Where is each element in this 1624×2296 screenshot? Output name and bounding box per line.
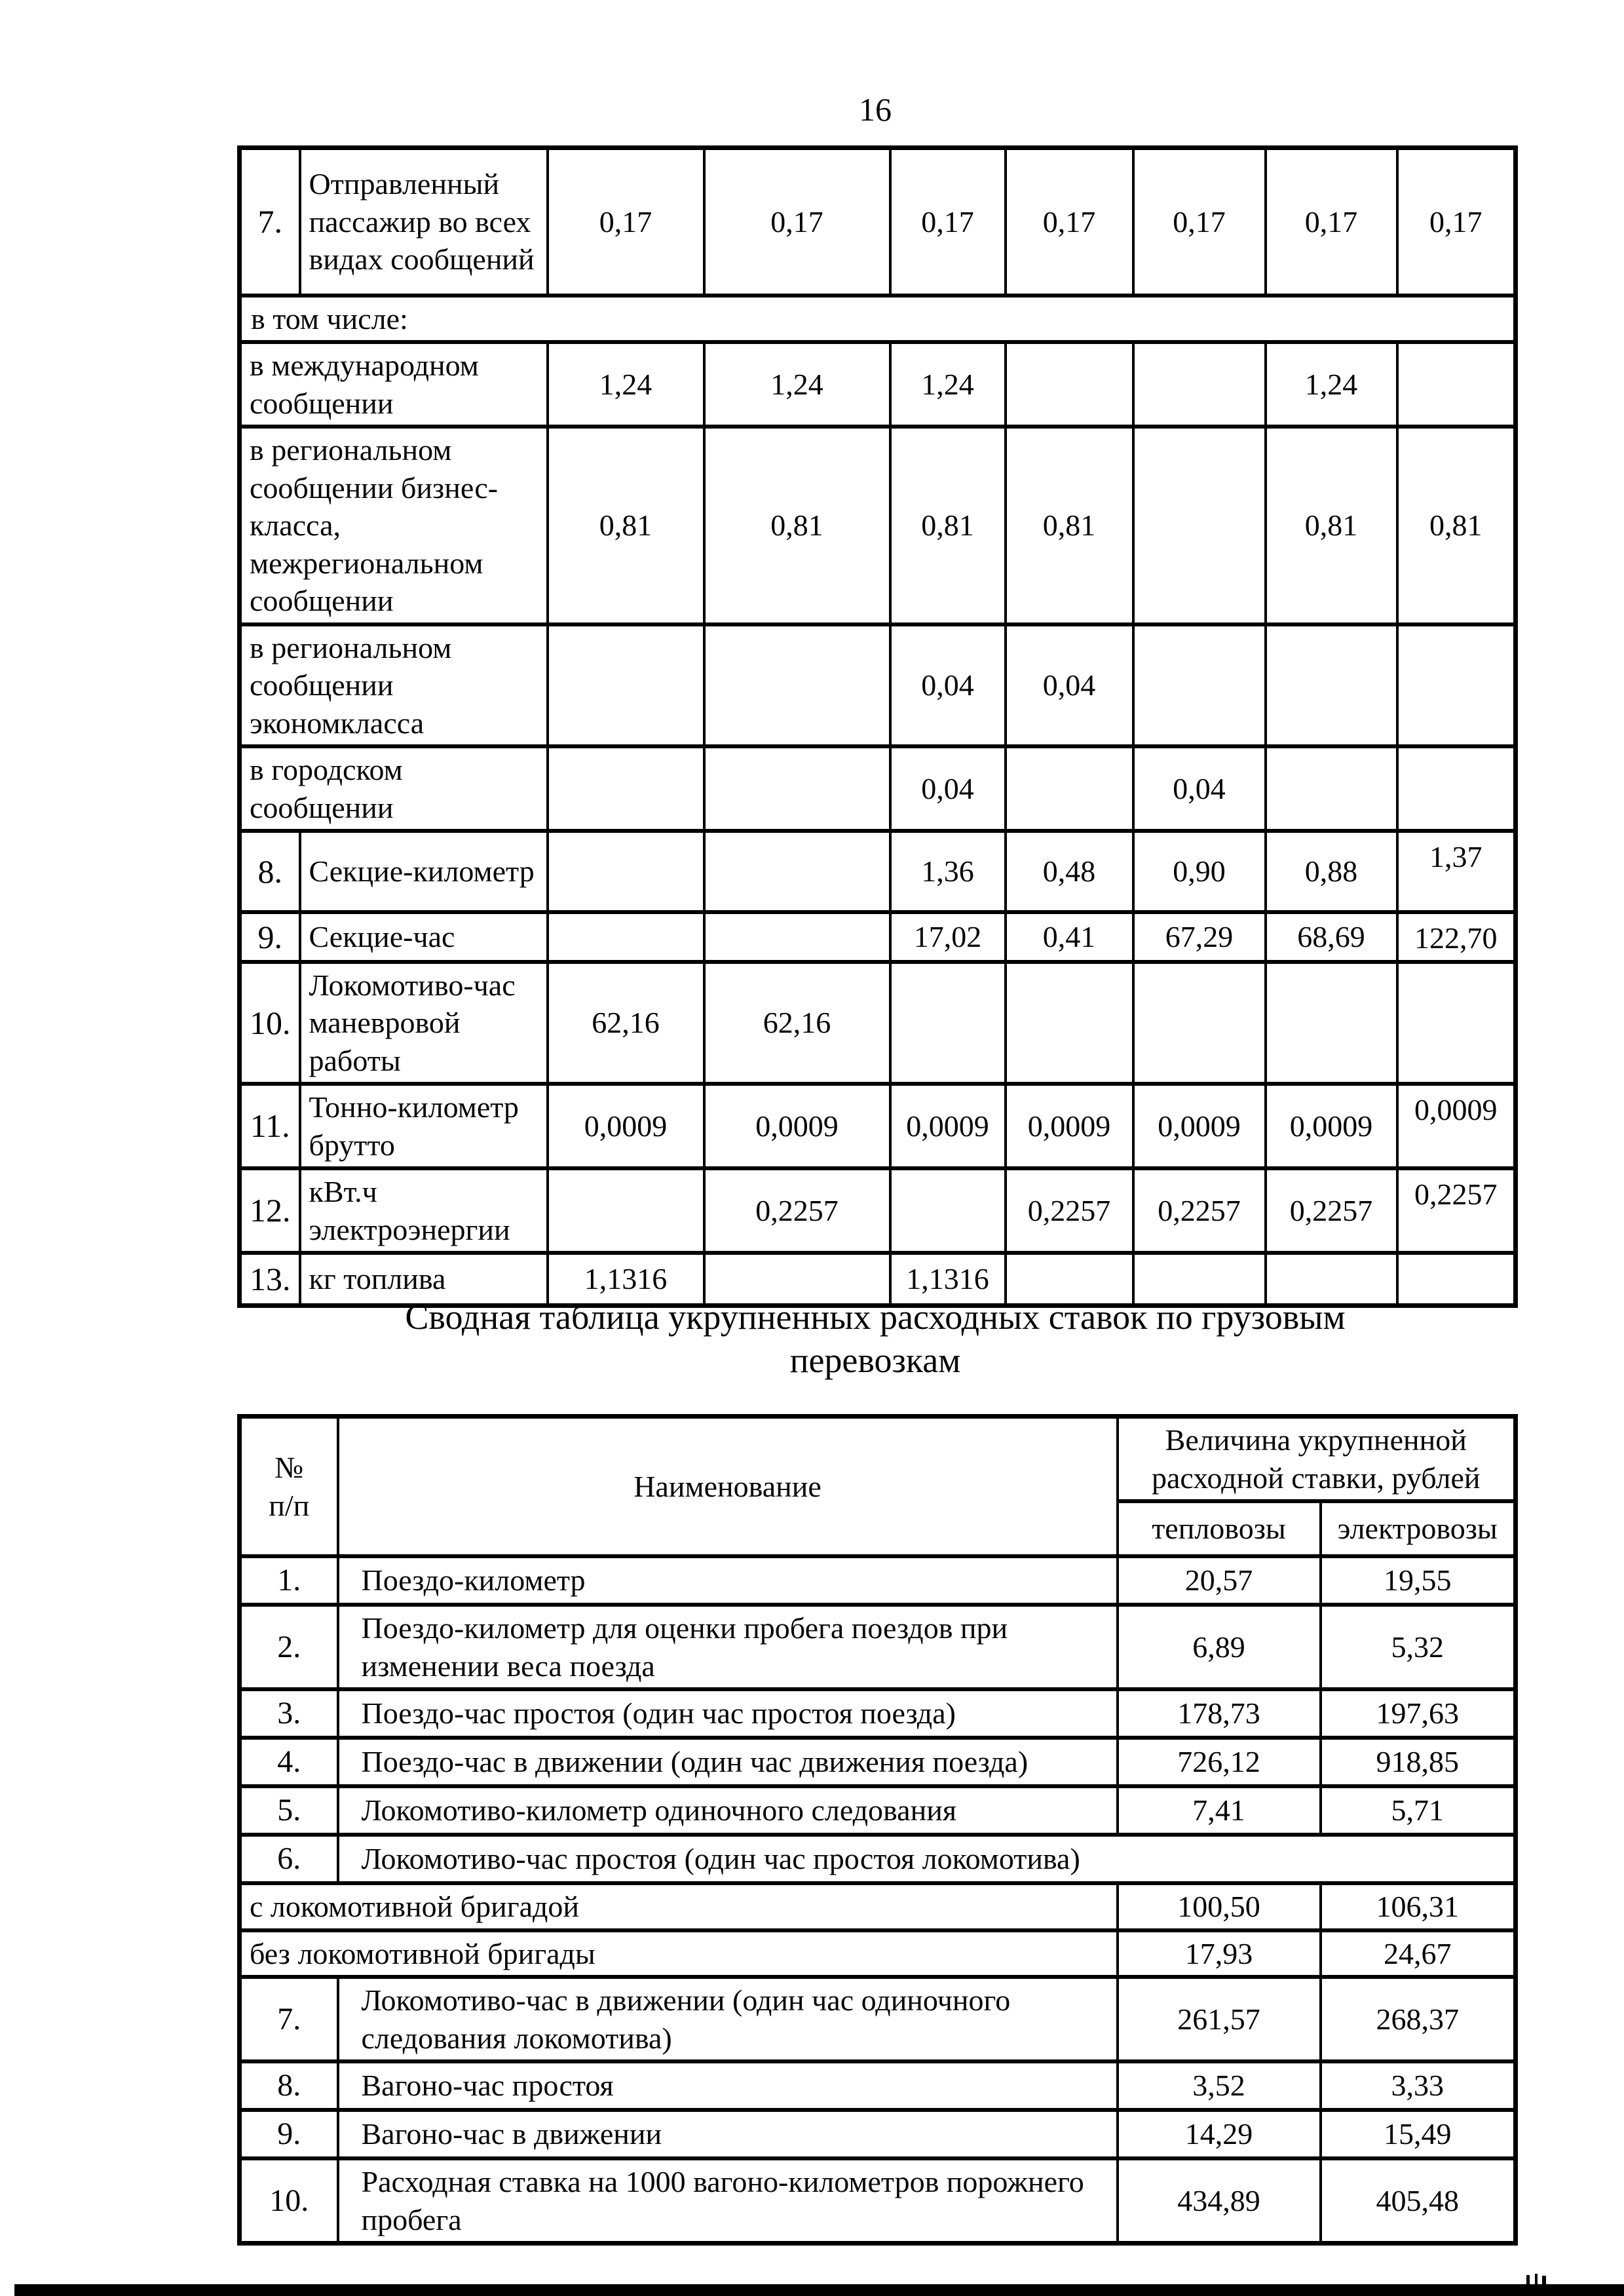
value-cell: 0,17: [1133, 148, 1266, 296]
value-cell: 68,69: [1266, 912, 1397, 962]
value-cell: 0,04: [1133, 746, 1266, 831]
name-cell: Вагоно-час в движении: [338, 2110, 1118, 2158]
value-cell: 0,0009: [548, 1084, 704, 1168]
value-cell: 106,31: [1321, 1883, 1516, 1930]
value-cell: 14,29: [1118, 2110, 1321, 2158]
table-row: [240, 1168, 1516, 1253]
table-row: [240, 296, 1516, 343]
value-cell: 0,0009: [890, 1084, 1006, 1168]
table-row: [240, 1977, 1516, 2061]
value-cell: 17,93: [1118, 1930, 1321, 1978]
value-cell: 0,17: [704, 148, 890, 296]
num-cell: 5.: [240, 1786, 338, 1835]
table-row: [240, 427, 1516, 624]
num-cell: 12.: [240, 1168, 300, 1253]
value-cell: 0,04: [890, 624, 1006, 747]
num-cell: 3.: [240, 1689, 338, 1738]
value-cell: 62,16: [548, 962, 704, 1084]
value-cell: 197,63: [1321, 1689, 1516, 1738]
table-row: [240, 1835, 1516, 1883]
label-cell: без локомотивной бригады: [240, 1930, 1118, 1978]
value-cell: [1133, 342, 1266, 427]
value-cell: 5,71: [1321, 1786, 1516, 1835]
table-row: [240, 2061, 1516, 2110]
value-cell: 0,81: [704, 427, 890, 624]
num-cell: 10.: [240, 962, 300, 1084]
table-row: [240, 831, 1516, 912]
num-cell: 4.: [240, 1738, 338, 1786]
value-cell: 1,24: [548, 342, 704, 427]
value-cell: [890, 962, 1006, 1084]
scan-mark: [1535, 2274, 1538, 2284]
value-cell: 0,17: [548, 148, 704, 296]
table-header-row: [240, 1417, 1516, 1502]
name-cell: Секцие-час: [300, 912, 548, 962]
table-row: [240, 1930, 1516, 1978]
value-cell: 0,81: [1266, 427, 1397, 624]
value-cell: 0,17: [1397, 148, 1516, 296]
value-cell: 1,24: [1266, 342, 1397, 427]
name-cell: Расходная ставка на 1000 вагоно-километров порожнего пробега: [338, 2158, 1118, 2244]
value-cell: 405,48: [1321, 2158, 1516, 2244]
num-cell: 13.: [240, 1253, 300, 1305]
num-cell: 6.: [240, 1835, 338, 1883]
table-row: [240, 342, 1516, 427]
value-cell: 62,16: [704, 962, 890, 1084]
value-cell: 0,81: [1006, 427, 1133, 624]
value-cell: 3,52: [1118, 2061, 1321, 2110]
name-cell: Локомотиво-час простоя (один час простоя локомотива): [338, 1835, 1516, 1883]
num-cell: 10.: [240, 2158, 338, 2244]
name-cell: Локомотиво-час маневровой работы: [300, 962, 548, 1084]
value-cell: 1,24: [890, 342, 1006, 427]
page-number: 16: [859, 91, 892, 128]
value-cell: [548, 1168, 704, 1253]
value-cell: 19,55: [1321, 1556, 1516, 1605]
table-row: [240, 1605, 1516, 1689]
value-cell: [1397, 962, 1516, 1084]
value-cell: [704, 831, 890, 912]
num-cell: 8.: [240, 831, 300, 912]
name-cell: кг топлива: [300, 1253, 548, 1305]
header-num-line2: п/п: [269, 1488, 310, 1522]
num-cell: 8.: [240, 2061, 338, 2110]
num-cell: 1.: [240, 1556, 338, 1605]
value-cell: 0,81: [890, 427, 1006, 624]
name-cell: в региональном сообщении экономкласса: [240, 624, 548, 747]
header-electric-cell: электровозы: [1321, 1501, 1516, 1556]
name-cell: Тонно-километр брутто: [300, 1084, 548, 1168]
table-row: [240, 1084, 1516, 1168]
value-cell: 15,49: [1321, 2110, 1516, 2158]
value-cell: [704, 624, 890, 747]
freight-rates-table: [237, 1414, 1518, 2246]
value-cell: 5,32: [1321, 1605, 1516, 1689]
value-cell: [1133, 427, 1266, 624]
passenger-rates-table: [237, 145, 1518, 1308]
value-cell: 0,17: [1266, 148, 1397, 296]
header-group-cell: Величина укрупненной расходной ставки, рублей: [1118, 1417, 1516, 1502]
value-cell: [1006, 746, 1133, 831]
name-cell: Поездо-час простоя (один час простоя поезда): [338, 1689, 1118, 1738]
value-cell: 0,81: [548, 427, 704, 624]
title-line-2: перевозкам: [789, 1340, 961, 1380]
value-cell: 726,12: [1118, 1738, 1321, 1786]
table-row: [240, 1556, 1516, 1605]
value-cell: 6,89: [1118, 1605, 1321, 1689]
name-cell: в международном сообщении: [240, 342, 548, 427]
value-cell: [1133, 624, 1266, 747]
value-cell: [890, 1168, 1006, 1253]
value-cell: 0,0009: [1397, 1084, 1516, 1168]
value-cell: [704, 746, 890, 831]
scan-bottom-bar: [14, 2284, 1624, 2296]
name-cell: в городском сообщении: [240, 746, 548, 831]
table-row: [240, 746, 1516, 831]
value-cell: [1397, 624, 1516, 747]
scan-mark: [1542, 2276, 1546, 2284]
value-cell: 24,67: [1321, 1930, 1516, 1978]
value-cell: 0,0009: [1133, 1084, 1266, 1168]
value-cell: [1266, 624, 1397, 747]
value-cell: 17,02: [890, 912, 1006, 962]
table-row: [240, 148, 1516, 296]
value-cell: 1,1316: [548, 1253, 704, 1305]
name-cell: Вагоно-час простоя: [338, 2061, 1118, 2110]
value-cell: [548, 746, 704, 831]
table-row: [240, 962, 1516, 1084]
num-cell: 2.: [240, 1605, 338, 1689]
value-cell: 1,24: [704, 342, 890, 427]
table-row: [240, 2158, 1516, 2244]
value-cell: 178,73: [1118, 1689, 1321, 1738]
name-cell: в региональном сообщении бизнес-класса, межрегиональном сообщении: [240, 427, 548, 624]
value-cell: 268,37: [1321, 1977, 1516, 2061]
value-cell: 20,57: [1118, 1556, 1321, 1605]
value-cell: 0,0009: [704, 1084, 890, 1168]
value-cell: 1,1316: [890, 1253, 1006, 1305]
value-cell: [1266, 746, 1397, 831]
num-cell: 11.: [240, 1084, 300, 1168]
value-cell: 0,0009: [1266, 1084, 1397, 1168]
scan-mark: [1526, 2275, 1530, 2284]
value-cell: 1,37: [1397, 831, 1516, 912]
value-cell: 0,2257: [1006, 1168, 1133, 1253]
value-cell: 0,17: [890, 148, 1006, 296]
value-cell: [1006, 342, 1133, 427]
value-cell: 261,57: [1118, 1977, 1321, 2061]
value-cell: [1397, 342, 1516, 427]
value-cell: 0,2257: [1397, 1168, 1516, 1253]
value-cell: [1133, 962, 1266, 1084]
name-cell: Поездо-километр для оценки пробега поездов при изменении веса поезда: [338, 1605, 1118, 1689]
header-diesel-cell: тепловозы: [1118, 1501, 1321, 1556]
table-row: [240, 1786, 1516, 1835]
value-cell: [1006, 962, 1133, 1084]
num-cell: 7.: [240, 148, 300, 296]
label-cell: с локомотивной бригадой: [240, 1883, 1118, 1930]
value-cell: 0,2257: [704, 1168, 890, 1253]
value-cell: 122,70: [1397, 912, 1516, 962]
value-cell: 0,88: [1266, 831, 1397, 912]
num-cell: 9.: [240, 2110, 338, 2158]
value-cell: 1,36: [890, 831, 1006, 912]
table-row: [240, 912, 1516, 962]
header-num-cell: [240, 1417, 338, 1557]
name-cell: Секцие-километр: [300, 831, 548, 912]
value-cell: 0,04: [1006, 624, 1133, 747]
label-cell: в том числе:: [240, 296, 1516, 343]
value-cell: [548, 912, 704, 962]
table-row: [240, 2110, 1516, 2158]
header-num-line1: №: [274, 1451, 304, 1484]
num-cell: 7.: [240, 1977, 338, 2061]
name-cell: Локомотиво-час в движении (один час одиночного следования локомотива): [338, 1977, 1118, 2061]
name-cell: Отправленный пассажир во всех видах сообщений: [300, 148, 548, 296]
value-cell: 0,0009: [1006, 1084, 1133, 1168]
value-cell: [1397, 746, 1516, 831]
value-cell: [548, 831, 704, 912]
num-cell: 9.: [240, 912, 300, 962]
name-cell: кВт.ч электроэнергии: [300, 1168, 548, 1253]
table-row: [240, 1689, 1516, 1738]
value-cell: 67,29: [1133, 912, 1266, 962]
value-cell: 0,04: [890, 746, 1006, 831]
value-cell: [704, 912, 890, 962]
value-cell: 0,2257: [1133, 1168, 1266, 1253]
value-cell: 0,48: [1006, 831, 1133, 912]
value-cell: 434,89: [1118, 2158, 1321, 2244]
name-cell: Поездо-час в движении (один час движения поезда): [338, 1738, 1118, 1786]
header-name-cell: Наименование: [338, 1417, 1118, 1557]
name-cell: Поездо-километр: [338, 1556, 1118, 1605]
value-cell: 0,2257: [1266, 1168, 1397, 1253]
value-cell: 0,90: [1133, 831, 1266, 912]
value-cell: 0,81: [1397, 427, 1516, 624]
table-row: [240, 1738, 1516, 1786]
value-cell: 3,33: [1321, 2061, 1516, 2110]
value-cell: 0,17: [1006, 148, 1133, 296]
table-row: [240, 1883, 1516, 1930]
value-cell: 7,41: [1118, 1786, 1321, 1835]
freight-table-title: [237, 1296, 1513, 1383]
value-cell: 0,41: [1006, 912, 1133, 962]
name-cell: Локомотиво-километр одиночного следования: [338, 1786, 1118, 1835]
title-line-1: Сводная таблица укрупненных расходных ставок по грузовым: [405, 1297, 1346, 1337]
value-cell: [1266, 962, 1397, 1084]
value-cell: [548, 624, 704, 747]
table-row: [240, 624, 1516, 747]
value-cell: 918,85: [1321, 1738, 1516, 1786]
value-cell: 100,50: [1118, 1883, 1321, 1930]
